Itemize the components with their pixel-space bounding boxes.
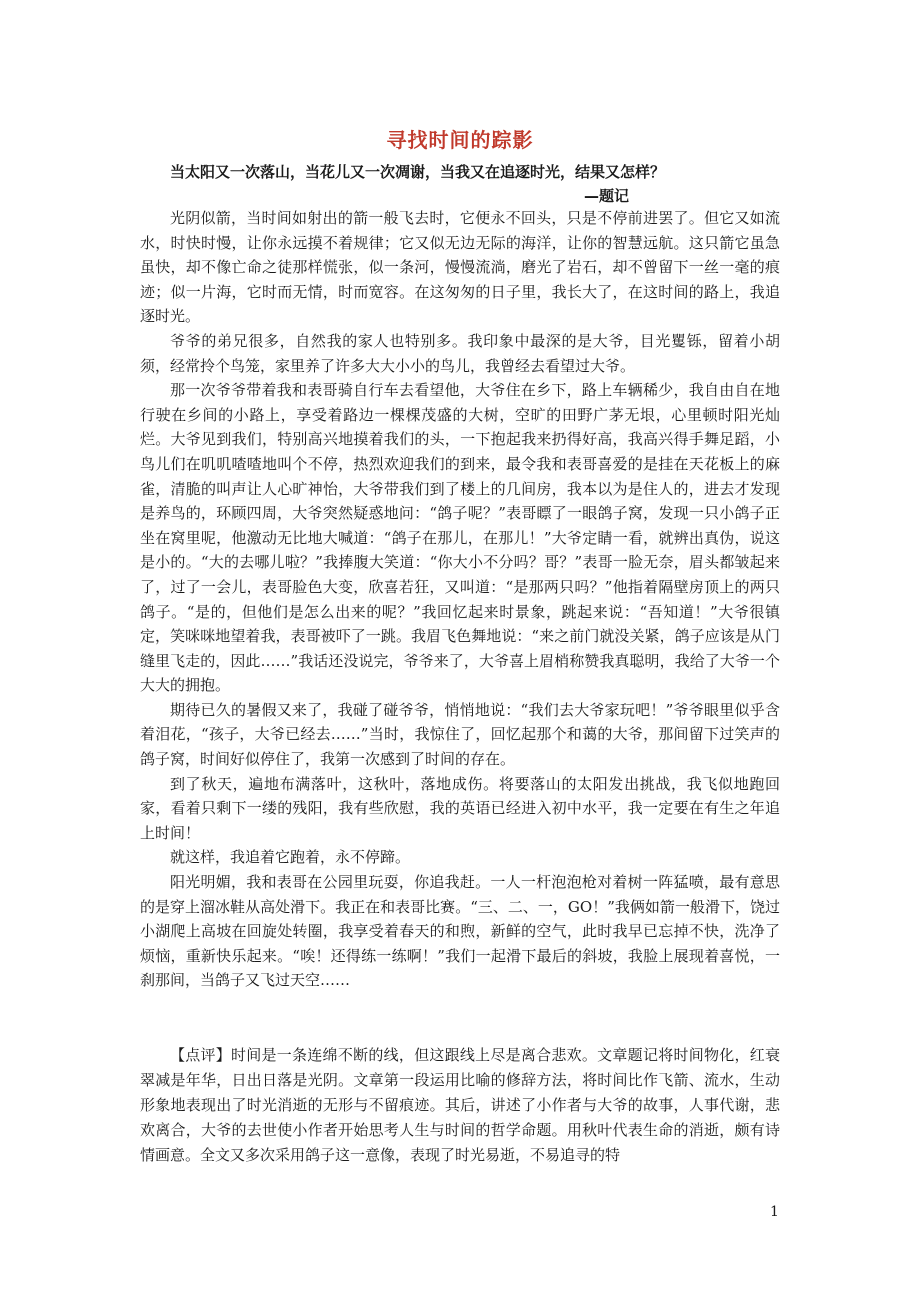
epigraph-text: 当太阳又一次落山，当花儿又一次凋谢，当我又在追逐时光，结果又怎样？ xyxy=(170,163,666,181)
epigraph-signature: —题记 xyxy=(584,187,630,205)
page-number: 1 xyxy=(770,1204,779,1220)
paragraph-4: 期待已久的暑假又来了，我碰了碰爷爷，悄悄地说：“我们去大爷家玩吧！”爷爷眼里似乎含着泪花，“孩子，大爷已经去……”当时，我惊住了，回忆起那个和蔼的大爷，那间留下过笑声的鸽子窝，时间好似停住了，我第一次感到了时间的存在。 xyxy=(140,700,780,769)
commentary-section xyxy=(140,1043,780,1168)
paragraph-1: 光阴似箭，当时间如射出的箭一般飞去时，它便永不回头，只是不停前进罢了。但它又如流水，时快时慢，让你永远摸不着规律；它又似无边无际的海洋，让你的智慧远航。这只箭它虽急虽快，却不像亡命之徒那样慌张，似一条河，慢慢流淌，磨光了岩石，却不曾留下一丝一毫的痕迹；似一片海，它时而无情，时而宽容。在这匆匆的日子里，我长大了，在这时间的路上，我追逐时光。 xyxy=(140,209,780,326)
paragraph-2: 爷爷的弟兄很多，自然我的家人也特别多。我印象中最深的是大爷，目光矍铄，留着小胡须，经常拎个鸟笼，家里养了许多大大小小的鸟儿，我曾经去看望过大爷。 xyxy=(140,331,780,375)
commentary-text: 【点评】时间是一条连绵不断的线，但这跟线上尽是离合悲欢。文章题记将时间物化，红衰翠减是年华，日出日落是光阴。文章第一段运用比喻的修辞方法，将时间比作飞箭、流水，生动形象地表现出了时光消逝的无形与不留痕迹。其后，讲述了小作者与大爷的故事，人事代谢，悲欢离合，大爷的去世使小作者开始思考人生与时间的哲学命题。用秋叶代表生命的消逝，颇有诗情画意。全文又多次采用鸽子这一意像，表现了时光易逝，不易追寻的特 xyxy=(140,1046,780,1164)
paragraph-7: 阳光明媚，我和表哥在公园里玩耍，你追我赶。一人一杆泡泡枪对着树一阵猛喷，最有意思的是穿上溜冰鞋从高处滑下。我正在和表哥比赛。“三、二、一，GO！”我俩如箭一般滑下，饶过小湖爬上高坡在回旋处转圈，我享受着春天的和煦，新鲜的空气，此时我早已忘掉不快，洗净了烦恼，重新快乐起来。“唉！还得练一练啊！”我们一起滑下最后的斜坡，我脸上展现着喜悦，一刹那间，当鸽子又飞过天空…… xyxy=(140,873,780,990)
page-title: 寻找时间的踪影 xyxy=(386,128,534,152)
paragraph-3: 那一次爷爷带着我和表哥骑自行车去看望他，大爷住在乡下，路上车辆稀少，我自由自在地行驶在乡间的小路上，享受着路边一棵棵茂盛的大树，空旷的田野广茅无垠，心里顿时阳光灿烂。大爷见到我们，特别高兴地摸着我们的头，一下抱起我来扔得好高，我高兴得手舞足蹈，小鸟儿们在叽叽喳喳地叫个不停，热烈欢迎我们的到来，最令我和表哥喜爱的是挂在天花板上的麻雀，清脆的叫声让人心旷神怡，大爷带我们到了楼上的几间房，我本以为是住人的，进去才发现是养鸟的，环顾四周，大爷突然疑惑地问：“鸽子呢？”表哥瞟了一眼鸽子窝，发现一只小鸽子正坐在窝里呢，他激动无比地大喊道：“鸽子在那儿，在那儿！”大爷定睛一看，就辨出真伪，说这是小的。“大的去哪儿啦？”我捧腹大笑道：“你大小不分吗？哥？”表哥一脸无奈，眉头都皱起来了，过了一会儿，表哥脸色大变，欣喜若狂，又叫道：“是那两只吗？”他指着隔壁房顶上的两只鸽子。“是的，但他们是怎么出来的呢？”我回忆起来时景象，跳起来说：“吾知道！”大爷很镇定，笑咪咪地望着我，表哥被吓了一跳。我眉飞色舞地说：“来之前门就没关紧，鸽子应该是从门缝里飞走的，因此……”我话还没说完，爷爷来了，大爷喜上眉梢称赞我真聪明，我给了大爷一个大大的拥抱。 xyxy=(140,381,780,695)
paragraph-6: 就这样，我追着它跑着，永不停蹄。 xyxy=(170,848,411,867)
article-body xyxy=(140,206,780,993)
paragraph-5: 到了秋天，遍地布满落叶，这秋叶，落地成伤。将要落山的太阳发出挑战，我飞似地跑回家，看着只剩下一缕的残阳，我有些欣慰，我的英语已经进入初中水平，我一定要在有生之年追上时间！ xyxy=(140,774,780,842)
